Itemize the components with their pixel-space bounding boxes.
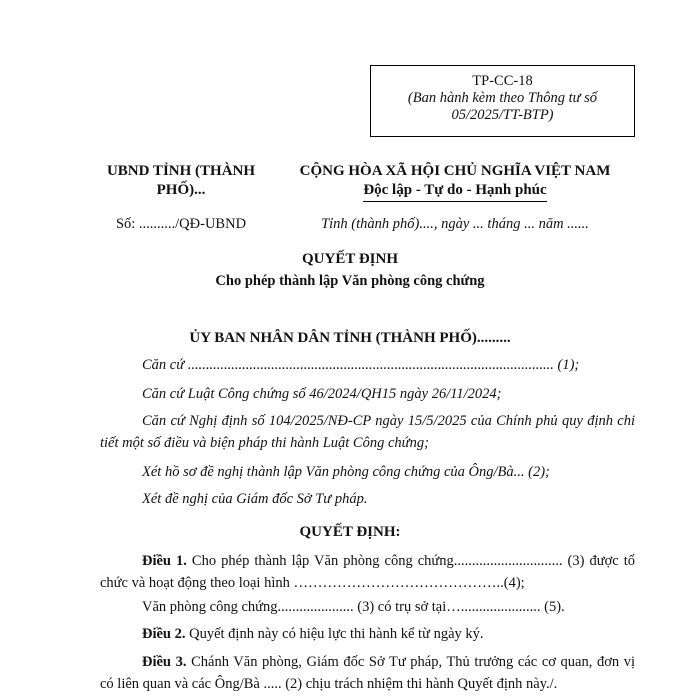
issuer-heading: ỦY BAN NHÂN DÂN TỈNH (THÀNH PHỐ)......... [189,330,511,346]
decision-heading: QUYẾT ĐỊNH: [299,524,401,540]
article-1 [100,550,635,594]
legal-basis-5: Xét đề nghị của Giám đốc Sở Tư pháp. [142,491,368,507]
issuing-authority: UBND TỈNH (THÀNH PHỐ)... [106,163,256,198]
form-code-box [370,65,635,137]
document-number: Số: ........../QĐ-UBND [115,216,247,232]
article-3-text: Chánh Văn phòng, Giám đốc Sở Tư pháp, Thủ trưởng các cơ quan, đơn vị có liên quan và các Ông/Bà ..... (2) chịu trách nhiệm thi hành Quyết định này./. [100,654,636,692]
article-1-text: Cho phép thành lập Văn phòng công chứng.............................. (3) được tổ chức và hoạt động theo loại hình ……………………………………..(4); [100,553,636,591]
form-code: TP-CC-18 [472,73,533,89]
document-title: QUYẾT ĐỊNH [302,251,398,267]
article-3 [100,651,635,695]
legal-basis-4: Xét hồ sơ đề nghị thành lập Văn phòng công chứng của Ông/Bà... (2); [142,464,550,480]
nation-name: CỘNG HÒA XÃ HỘI CHỦ NGHĨA VIỆT NAM [299,163,611,179]
national-header [290,162,620,202]
article-2 [100,623,635,645]
form-issued-note: (Ban hành kèm theo Thông tư số 05/2025/TT-BTP) [407,90,598,123]
place-date: Tỉnh (thành phố)...., ngày ... tháng ... năm ...... [321,216,589,232]
legal-basis-3: Căn cứ Nghị định số 104/2025/NĐ-CP ngày 15/5/2025 của Chính phủ quy định chi tiết một số điều và biện pháp thi hành Luật Công chứng; [100,413,635,451]
article-2-label: Điều 2. [142,626,186,642]
article-2-text: Quyết định này có hiệu lực thi hành kể từ ngày ký. [185,626,484,642]
article-1-label: Điều 1. [142,553,187,569]
legal-basis-2: Căn cứ Luật Công chứng số 46/2024/QH15 ngày 26/11/2024; [142,386,502,402]
document-subtitle: Cho phép thành lập Văn phòng công chứng [215,273,485,289]
article-3-label: Điều 3. [142,654,187,670]
article-1-office: Văn phòng công chứng..................... (3) có trụ sở tại…...................... (5). [142,599,565,615]
legal-basis-1: Căn cứ ..................................................................................................... (1); [142,357,580,373]
national-motto: Độc lập - Tự do - Hạnh phúc [363,181,546,202]
